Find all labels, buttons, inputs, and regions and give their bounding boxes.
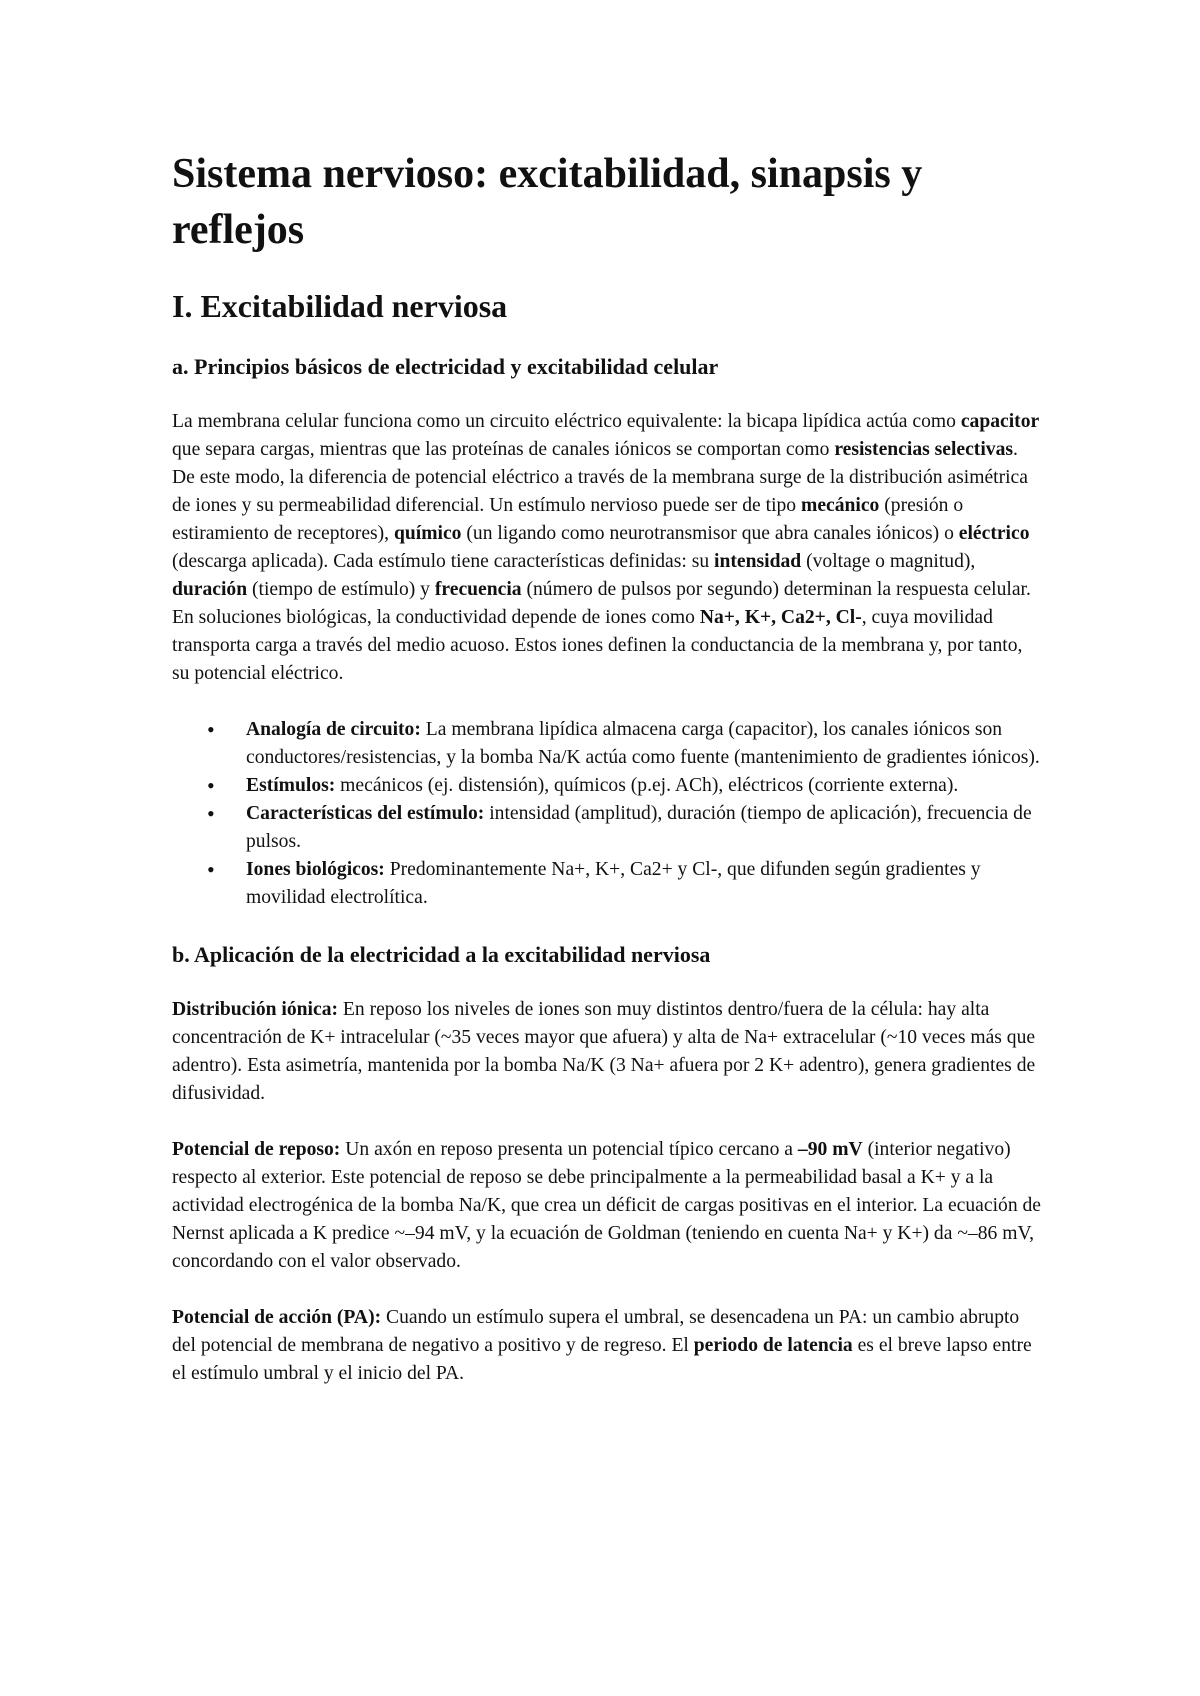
paragraph-distribucion-ionica: Distribución iónica: En reposo los niveles de iones son muy distintos dentro/fuera de la célula: hay alta concentración de K+ intracelular (~35 veces mayor que afuera) y alta de Na+ extracelular (~10 veces más que adentro). Esta asimetría, mantenida por la bomba Na/K (3 Na+ afuera por 2 K+ adentro), genera gradientes de difusividad. [172,999,1036,1104]
bullet-icon: • [207,717,215,742]
list-item: • Analogía de circuito: La membrana lipídica almacena carga (capacitor), los canales iónicos son conductores/resistencias, y la bomba Na/K actúa como fuente (mantenimiento de gradientes iónicos). [207,717,1040,768]
paragraph-membrana-circuito: La membrana celular funciona como un circuito eléctrico equivalente: la bicapa lipídica actúa como capacitor que separa cargas, mientras que las proteínas de canales iónicos se comportan como resistencias selectivas. De este modo, la diferencia de potencial eléctrico a través de la membrana surge de la distribución asimétrica de iones y su permeabilidad diferencial. Un estímulo nervioso puede ser de tipo mecánico (presión o estiramiento de receptores), químico (un ligando como neurotransmisor que abra canales iónicos) o eléctrico (descarga aplicada). Cada estímulo tiene características definidas: su intensidad (voltage o magnitud), duración (tiempo de estímulo) y frecuencia (número de pulsos por segundo) determinan la respuesta celular. En soluciones biológicas, la conductividad depende de iones como Na+, K+, Ca2+, Cl-, cuya movilidad transporta carga a través del medio acuoso. Estos iones definen la conductancia de la membrana y, por tanto, su potencial eléctrico. [172,411,1040,684]
subsection-heading-aplicacion: b. Aplicación de la electricidad a la excitabilidad nerviosa [172,942,711,967]
document-title: Sistema nervioso: excitabilidad, sinapsis y reflejos [172,151,923,253]
bullet-icon: • [207,773,215,798]
paragraph-potencial-accion: Potencial de acción (PA): Cuando un estímulo supera el umbral, se desencadena un PA: un cambio abrupto del potencial de membrana de negativo a positivo y de regreso. El periodo de latencia es el breve lapso entre el estímulo umbral y el inicio del PA. [172,1307,1032,1384]
list-item: • Iones biológicos: Predominantemente Na+, K+, Ca2+ y Cl-, que difunden según gradientes y movilidad electrolítica. [207,857,981,908]
bullet-icon: • [207,801,215,826]
subsection-heading-principios: a. Principios básicos de electricidad y excitabilidad celular [172,354,719,379]
bullet-icon: • [207,857,215,882]
list-item: • Características del estímulo: intensidad (amplitud), duración (tiempo de aplicación), frecuencia de pulsos. [207,801,1032,852]
bullet-list [172,716,1042,912]
section-heading-excitabilidad: I. Excitabilidad nerviosa [172,288,508,324]
paragraph-potencial-reposo: Potencial de reposo: Un axón en reposo presenta un potencial típico cercano a –90 mV (interior negativo) respecto al exterior. Este potencial de reposo se debe principalmente a la permeabilidad basal a K+ y a la actividad electrogénica de la bomba Na/K, que crea un déficit de cargas positivas en el interior. La ecuación de Nernst aplicada a K predice ~–94 mV, y la ecuación de Goldman (teniendo en cuenta Na+ y K+) da ~–86 mV, concordando con el valor observado. [172,1139,1042,1272]
document-page [172,146,1042,1416]
list-item: • Estímulos: mecánicos (ej. distensión), químicos (p.ej. ACh), eléctricos (corriente externa). [207,773,959,798]
